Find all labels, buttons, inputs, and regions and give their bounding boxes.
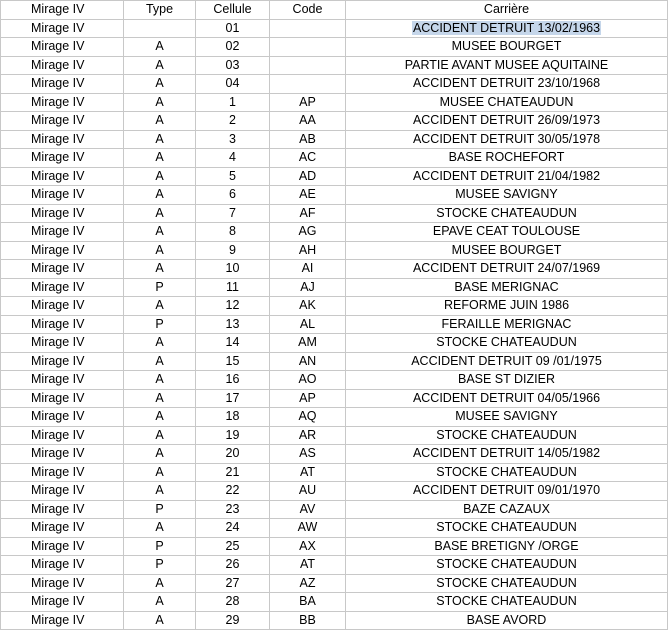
aircraft-cell[interactable]: Mirage IV bbox=[1, 426, 124, 445]
table-row bbox=[1, 112, 668, 131]
table-row bbox=[1, 315, 668, 334]
carriere-cell[interactable]: STOCKE CHATEAUDUN bbox=[346, 556, 668, 575]
code-cell[interactable] bbox=[270, 56, 346, 75]
carriere-cell[interactable]: BASE ST DIZIER bbox=[346, 371, 668, 390]
type-cell[interactable] bbox=[124, 19, 196, 38]
type-cell[interactable]: A bbox=[124, 574, 196, 593]
carriere-cell[interactable]: MUSEE BOURGET bbox=[346, 241, 668, 260]
type-cell[interactable]: A bbox=[124, 130, 196, 149]
table-row bbox=[1, 149, 668, 168]
cellule-cell[interactable]: 23 bbox=[196, 500, 270, 519]
aircraft-cell[interactable]: Mirage IV bbox=[1, 463, 124, 482]
cellule-cell[interactable]: 25 bbox=[196, 537, 270, 556]
code-cell[interactable]: AI bbox=[270, 260, 346, 279]
carriere-cell[interactable]: ACCIDENT DETRUIT 21/04/1982 bbox=[346, 167, 668, 186]
carriere-cell[interactable]: STOCKE CHATEAUDUN bbox=[346, 204, 668, 223]
type-cell[interactable]: A bbox=[124, 38, 196, 57]
carriere-cell[interactable]: ACCIDENT DETRUIT 30/05/1978 bbox=[346, 130, 668, 149]
table-row bbox=[1, 241, 668, 260]
aircraft-cell[interactable]: Mirage IV bbox=[1, 297, 124, 316]
cellule-cell[interactable]: 3 bbox=[196, 130, 270, 149]
table-row bbox=[1, 574, 668, 593]
aircraft-cell[interactable]: Mirage IV bbox=[1, 93, 124, 112]
table-row bbox=[1, 130, 668, 149]
code-cell[interactable] bbox=[270, 38, 346, 57]
aircraft-cell[interactable]: Mirage IV bbox=[1, 352, 124, 371]
aircraft-cell[interactable]: Mirage IV bbox=[1, 445, 124, 464]
type-cell[interactable]: A bbox=[124, 149, 196, 168]
table-row bbox=[1, 537, 668, 556]
table-row bbox=[1, 500, 668, 519]
type-cell[interactable]: A bbox=[124, 611, 196, 630]
carriere-cell[interactable]: PARTIE AVANT MUSEE AQUITAINE bbox=[346, 56, 668, 75]
type-cell[interactable]: P bbox=[124, 278, 196, 297]
cellule-cell[interactable]: 22 bbox=[196, 482, 270, 501]
table-row bbox=[1, 408, 668, 427]
carriere-cell[interactable]: ACCIDENT DETRUIT 14/05/1982 bbox=[346, 445, 668, 464]
table-row bbox=[1, 56, 668, 75]
code-cell[interactable]: AT bbox=[270, 463, 346, 482]
aircraft-cell[interactable]: Mirage IV bbox=[1, 130, 124, 149]
type-cell[interactable]: P bbox=[124, 315, 196, 334]
carriere-cell[interactable]: BASE BRETIGNY /ORGE bbox=[346, 537, 668, 556]
cellule-cell[interactable]: 8 bbox=[196, 223, 270, 242]
carriere-cell[interactable]: EPAVE CEAT TOULOUSE bbox=[346, 223, 668, 242]
cellule-cell[interactable]: 14 bbox=[196, 334, 270, 353]
table-row bbox=[1, 482, 668, 501]
type-cell[interactable]: A bbox=[124, 463, 196, 482]
aircraft-cell[interactable]: Mirage IV bbox=[1, 500, 124, 519]
table-row bbox=[1, 223, 668, 242]
aircraft-cell[interactable]: Mirage IV bbox=[1, 75, 124, 94]
table-row bbox=[1, 426, 668, 445]
carriere-cell[interactable]: STOCKE CHATEAUDUN bbox=[346, 426, 668, 445]
table-row bbox=[1, 556, 668, 575]
aircraft-cell[interactable]: Mirage IV bbox=[1, 611, 124, 630]
cellule-cell[interactable]: 01 bbox=[196, 19, 270, 38]
code-cell[interactable]: AO bbox=[270, 371, 346, 390]
carriere-cell[interactable]: ACCIDENT DETRUIT 23/10/1968 bbox=[346, 75, 668, 94]
type-cell[interactable]: A bbox=[124, 260, 196, 279]
aircraft-cell[interactable]: Mirage IV bbox=[1, 537, 124, 556]
code-cell[interactable]: AE bbox=[270, 186, 346, 205]
cellule-cell[interactable]: 17 bbox=[196, 389, 270, 408]
code-cell[interactable]: AU bbox=[270, 482, 346, 501]
carriere-cell[interactable]: ACCIDENT DETRUIT 09/01/1970 bbox=[346, 482, 668, 501]
code-cell[interactable]: AD bbox=[270, 167, 346, 186]
code-cell[interactable]: AS bbox=[270, 445, 346, 464]
aircraft-cell[interactable]: Mirage IV bbox=[1, 574, 124, 593]
header-code[interactable]: Code bbox=[270, 1, 346, 20]
code-cell[interactable]: AC bbox=[270, 149, 346, 168]
type-cell[interactable]: A bbox=[124, 204, 196, 223]
carriere-cell[interactable]: MUSEE BOURGET bbox=[346, 38, 668, 57]
code-cell[interactable]: AZ bbox=[270, 574, 346, 593]
type-cell[interactable]: A bbox=[124, 389, 196, 408]
code-cell[interactable] bbox=[270, 75, 346, 94]
table-row bbox=[1, 463, 668, 482]
code-cell[interactable]: AX bbox=[270, 537, 346, 556]
carriere-cell[interactable]: STOCKE CHATEAUDUN bbox=[346, 574, 668, 593]
table-row bbox=[1, 186, 668, 205]
code-cell[interactable]: AN bbox=[270, 352, 346, 371]
aircraft-cell[interactable]: Mirage IV bbox=[1, 278, 124, 297]
aircraft-cell[interactable]: Mirage IV bbox=[1, 19, 124, 38]
aircraft-cell[interactable]: Mirage IV bbox=[1, 334, 124, 353]
table-row bbox=[1, 519, 668, 538]
cellule-cell[interactable]: 2 bbox=[196, 112, 270, 131]
cellule-cell[interactable]: 13 bbox=[196, 315, 270, 334]
carriere-cell[interactable]: MUSEE SAVIGNY bbox=[346, 408, 668, 427]
carriere-cell[interactable]: ACCIDENT DETRUIT 09 /01/1975 bbox=[346, 352, 668, 371]
type-cell[interactable]: A bbox=[124, 371, 196, 390]
code-cell[interactable]: AF bbox=[270, 204, 346, 223]
carriere-cell[interactable]: STOCKE CHATEAUDUN bbox=[346, 593, 668, 612]
type-cell[interactable]: A bbox=[124, 93, 196, 112]
aircraft-cell[interactable]: Mirage IV bbox=[1, 371, 124, 390]
aircraft-cell[interactable]: Mirage IV bbox=[1, 204, 124, 223]
aircraft-cell[interactable]: Mirage IV bbox=[1, 186, 124, 205]
type-cell[interactable]: P bbox=[124, 500, 196, 519]
header-row bbox=[1, 1, 668, 20]
carriere-cell[interactable]: STOCKE CHATEAUDUN bbox=[346, 519, 668, 538]
type-cell[interactable]: A bbox=[124, 593, 196, 612]
code-cell[interactable]: AK bbox=[270, 297, 346, 316]
code-cell[interactable]: AR bbox=[270, 426, 346, 445]
table-row bbox=[1, 352, 668, 371]
code-cell[interactable]: AB bbox=[270, 130, 346, 149]
code-cell[interactable]: AQ bbox=[270, 408, 346, 427]
type-cell[interactable]: A bbox=[124, 482, 196, 501]
table-row bbox=[1, 278, 668, 297]
cellule-cell[interactable]: 02 bbox=[196, 38, 270, 57]
type-cell[interactable]: A bbox=[124, 408, 196, 427]
aircraft-cell[interactable]: Mirage IV bbox=[1, 519, 124, 538]
aircraft-cell[interactable]: Mirage IV bbox=[1, 408, 124, 427]
type-cell[interactable]: A bbox=[124, 334, 196, 353]
header-cellule[interactable]: Cellule bbox=[196, 1, 270, 20]
type-cell[interactable]: A bbox=[124, 445, 196, 464]
table-body bbox=[1, 19, 668, 630]
table-row bbox=[1, 204, 668, 223]
table-row bbox=[1, 593, 668, 612]
table-row bbox=[1, 445, 668, 464]
table-row bbox=[1, 334, 668, 353]
aircraft-cell[interactable]: Mirage IV bbox=[1, 482, 124, 501]
code-cell[interactable]: AP bbox=[270, 389, 346, 408]
table-row bbox=[1, 19, 668, 38]
cellule-cell[interactable]: 5 bbox=[196, 167, 270, 186]
cellule-cell[interactable]: 12 bbox=[196, 297, 270, 316]
type-cell[interactable]: A bbox=[124, 167, 196, 186]
cellule-cell[interactable]: 18 bbox=[196, 408, 270, 427]
type-cell[interactable]: A bbox=[124, 352, 196, 371]
code-cell[interactable]: AP bbox=[270, 93, 346, 112]
cellule-cell[interactable]: 10 bbox=[196, 260, 270, 279]
code-cell[interactable]: AV bbox=[270, 500, 346, 519]
cellule-cell[interactable]: 24 bbox=[196, 519, 270, 538]
table-row bbox=[1, 611, 668, 630]
carriere-cell[interactable]: FERAILLE MERIGNAC bbox=[346, 315, 668, 334]
cellule-cell[interactable]: 4 bbox=[196, 149, 270, 168]
header-mirage[interactable]: Mirage IV bbox=[1, 1, 124, 20]
aircraft-cell[interactable]: Mirage IV bbox=[1, 593, 124, 612]
aircraft-cell[interactable]: Mirage IV bbox=[1, 241, 124, 260]
code-cell[interactable]: AW bbox=[270, 519, 346, 538]
type-cell[interactable]: A bbox=[124, 186, 196, 205]
carriere-cell[interactable]: ACCIDENT DETRUIT 04/05/1966 bbox=[346, 389, 668, 408]
table-row bbox=[1, 93, 668, 112]
aircraft-cell[interactable]: Mirage IV bbox=[1, 389, 124, 408]
type-cell[interactable]: A bbox=[124, 297, 196, 316]
table-row bbox=[1, 371, 668, 390]
table-row bbox=[1, 389, 668, 408]
cellule-cell[interactable]: 29 bbox=[196, 611, 270, 630]
aircraft-cell[interactable]: Mirage IV bbox=[1, 260, 124, 279]
carriere-cell[interactable] bbox=[346, 19, 668, 38]
type-cell[interactable]: A bbox=[124, 426, 196, 445]
code-cell[interactable]: AA bbox=[270, 112, 346, 131]
cellule-cell[interactable]: 26 bbox=[196, 556, 270, 575]
aircraft-cell[interactable]: Mirage IV bbox=[1, 223, 124, 242]
carriere-cell[interactable]: ACCIDENT DETRUIT 24/07/1969 bbox=[346, 260, 668, 279]
type-cell[interactable]: A bbox=[124, 223, 196, 242]
cellule-cell[interactable]: 6 bbox=[196, 186, 270, 205]
aircraft-cell[interactable]: Mirage IV bbox=[1, 556, 124, 575]
aircraft-cell[interactable]: Mirage IV bbox=[1, 112, 124, 131]
cellule-cell[interactable]: 16 bbox=[196, 371, 270, 390]
aircraft-cell[interactable]: Mirage IV bbox=[1, 38, 124, 57]
cellule-cell[interactable]: 21 bbox=[196, 463, 270, 482]
code-cell[interactable] bbox=[270, 19, 346, 38]
code-cell[interactable]: AG bbox=[270, 223, 346, 242]
table-row bbox=[1, 38, 668, 57]
cellule-cell[interactable]: 7 bbox=[196, 204, 270, 223]
table-row bbox=[1, 167, 668, 186]
code-cell[interactable]: BB bbox=[270, 611, 346, 630]
type-cell[interactable]: A bbox=[124, 519, 196, 538]
aircraft-cell[interactable]: Mirage IV bbox=[1, 315, 124, 334]
cellule-cell[interactable]: 9 bbox=[196, 241, 270, 260]
type-cell[interactable]: A bbox=[124, 56, 196, 75]
code-cell[interactable]: AH bbox=[270, 241, 346, 260]
type-cell[interactable]: A bbox=[124, 112, 196, 131]
carriere-cell[interactable]: BASE ROCHEFORT bbox=[346, 149, 668, 168]
code-cell[interactable]: BA bbox=[270, 593, 346, 612]
carriere-cell[interactable]: MUSEE SAVIGNY bbox=[346, 186, 668, 205]
table-row bbox=[1, 297, 668, 316]
code-cell[interactable]: AL bbox=[270, 315, 346, 334]
aircraft-cell[interactable]: Mirage IV bbox=[1, 56, 124, 75]
type-cell[interactable]: A bbox=[124, 75, 196, 94]
cellule-cell[interactable]: 20 bbox=[196, 445, 270, 464]
carriere-cell[interactable]: ACCIDENT DETRUIT 26/09/1973 bbox=[346, 112, 668, 131]
cellule-cell[interactable]: 1 bbox=[196, 93, 270, 112]
cellule-cell[interactable]: 19 bbox=[196, 426, 270, 445]
cellule-cell[interactable]: 11 bbox=[196, 278, 270, 297]
table-row bbox=[1, 75, 668, 94]
carriere-cell[interactable]: MUSEE CHATEAUDUN bbox=[346, 93, 668, 112]
table-row bbox=[1, 260, 668, 279]
cellule-cell[interactable]: 15 bbox=[196, 352, 270, 371]
carriere-cell[interactable]: STOCKE CHATEAUDUN bbox=[346, 463, 668, 482]
type-cell[interactable]: P bbox=[124, 556, 196, 575]
cellule-cell[interactable]: 04 bbox=[196, 75, 270, 94]
carriere-cell[interactable]: REFORME JUIN 1986 bbox=[346, 297, 668, 316]
type-cell[interactable]: P bbox=[124, 537, 196, 556]
carriere-cell[interactable]: BAZE CAZAUX bbox=[346, 500, 668, 519]
cellule-cell[interactable]: 03 bbox=[196, 56, 270, 75]
cellule-cell[interactable]: 27 bbox=[196, 574, 270, 593]
header-carriere[interactable]: Carrière bbox=[346, 1, 668, 20]
carriere-cell[interactable]: BASE AVORD bbox=[346, 611, 668, 630]
type-cell[interactable]: A bbox=[124, 241, 196, 260]
header-type[interactable]: Type bbox=[124, 1, 196, 20]
carriere-cell[interactable]: STOCKE CHATEAUDUN bbox=[346, 334, 668, 353]
cellule-cell[interactable]: 28 bbox=[196, 593, 270, 612]
carriere-cell[interactable]: BASE MERIGNAC bbox=[346, 278, 668, 297]
code-cell[interactable]: AJ bbox=[270, 278, 346, 297]
code-cell[interactable]: AT bbox=[270, 556, 346, 575]
aircraft-cell[interactable]: Mirage IV bbox=[1, 149, 124, 168]
code-cell[interactable]: AM bbox=[270, 334, 346, 353]
aircraft-cell[interactable]: Mirage IV bbox=[1, 167, 124, 186]
selected-text: ACCIDENT DETRUIT 13/02/1963 bbox=[412, 20, 601, 35]
